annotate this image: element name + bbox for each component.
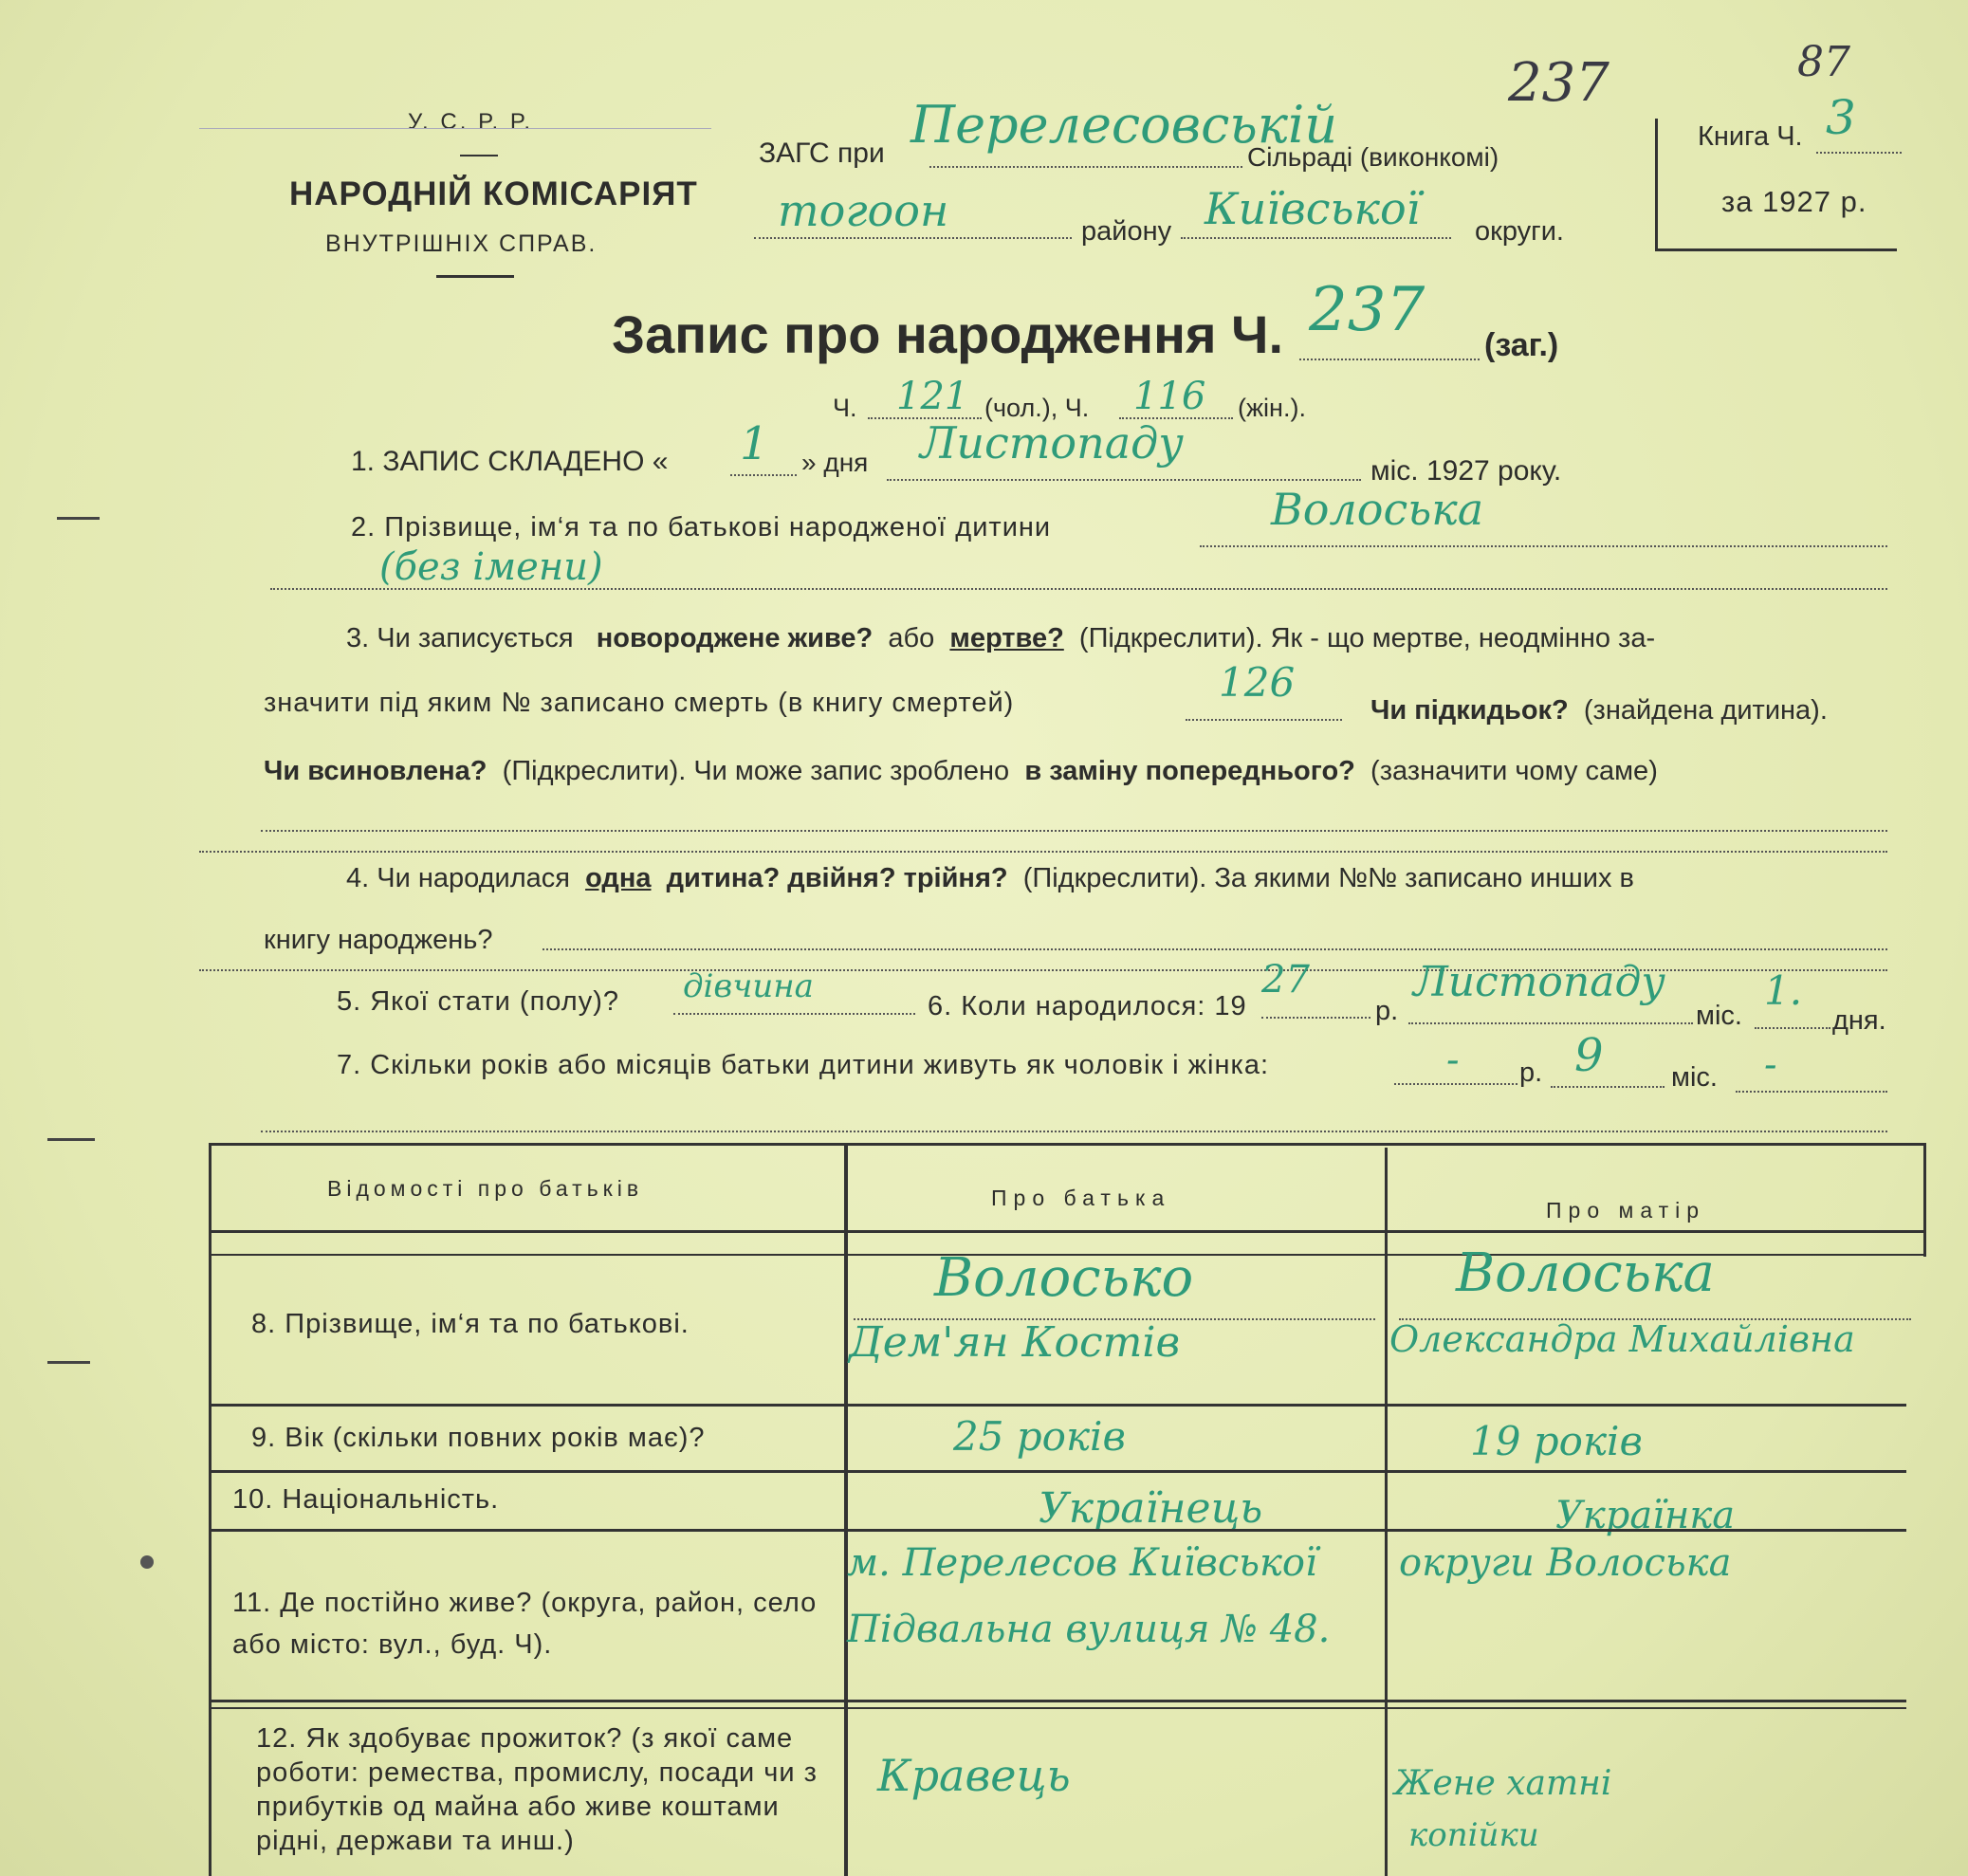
- sex-line: [673, 1013, 915, 1015]
- okruha-field-line: [1181, 237, 1451, 239]
- table-col-divider: [1385, 1148, 1388, 1876]
- birth-year-handwritten: 27: [1261, 958, 1310, 1002]
- record-suffix: (заг.): [1484, 327, 1559, 363]
- father-address-handwritten: м. Перелесов Київської: [847, 1541, 1317, 1585]
- item2-line2: [270, 588, 1887, 590]
- record-title: Запис про народження Ч.: [612, 304, 1284, 364]
- birth-month-handwritten: Листопаду: [1413, 958, 1665, 1006]
- father-occupation-handwritten: Кравець: [877, 1750, 1071, 1801]
- book-year: за 1927 р.: [1721, 185, 1867, 218]
- father-address-handwritten: Підвальна вулиця № 48.: [847, 1608, 1331, 1651]
- item3-line1: [346, 623, 1655, 654]
- row-divider: [209, 1707, 1906, 1709]
- table-col-divider: [844, 1143, 848, 1876]
- death-number-line: [1186, 719, 1342, 721]
- book-box-border: [1655, 248, 1897, 251]
- option-single: одна: [585, 863, 652, 893]
- binding-hole: [140, 1555, 154, 1569]
- father-surname-handwritten: Волосько: [934, 1247, 1194, 1309]
- row-divider: [209, 1529, 1906, 1532]
- item2-line: [1200, 545, 1887, 547]
- item3-line2b: [1370, 695, 1828, 726]
- corner-number-handwritten: 87: [1797, 38, 1850, 86]
- item4-text: 4. Чи народилася: [346, 863, 570, 893]
- book-field-line: [1816, 152, 1902, 154]
- item3-text6: (зазначити чому саме): [1370, 756, 1658, 786]
- item1-label: 1. ЗАПИС СКЛАДЕНО «: [351, 446, 669, 477]
- row-divider: [209, 1404, 1906, 1407]
- years-line: [1394, 1083, 1517, 1085]
- option-foundling: Чи підкидьок?: [1370, 695, 1569, 726]
- item7-line: [1736, 1091, 1887, 1093]
- item6-label: 6. Коли народилося: 19: [928, 991, 1247, 1021]
- commissariat-title: НАРОДНІЙ КОМІСАРІЯТ: [289, 175, 698, 212]
- table-top-border: [209, 1143, 1925, 1146]
- book-number-handwritten: 3: [1826, 90, 1856, 145]
- female-label: (жін.).: [1238, 394, 1306, 422]
- council-label: Сільраді (виконкомі): [1247, 142, 1499, 172]
- option-replacement: в заміну попереднього?: [1024, 756, 1355, 786]
- item3-text: 3. Чи записується: [346, 623, 574, 653]
- row9-label: 9. Вік (скільки повних років має)?: [251, 1423, 706, 1453]
- okruha-handwritten: Київської: [1205, 183, 1421, 234]
- dash-handwritten: -: [1764, 1043, 1777, 1087]
- ch-label: Ч.: [833, 394, 857, 422]
- female-count-handwritten: 116: [1133, 375, 1206, 418]
- item7-line2: [261, 1131, 1887, 1132]
- margin-mark: [47, 1138, 95, 1141]
- item3-text4: (знайдена дитина).: [1583, 695, 1828, 726]
- table-header-border: [209, 1230, 1925, 1233]
- rayon-field-line: [754, 237, 1072, 239]
- years-handwritten: -: [1446, 1039, 1460, 1082]
- mother-occupation-handwritten: Жене хатні: [1394, 1764, 1612, 1803]
- row10-label: 10. Національність.: [232, 1484, 500, 1515]
- header-father: Про батька: [991, 1186, 1171, 1210]
- record-number-handwritten: 237: [1309, 275, 1425, 345]
- table-right-border: [1923, 1143, 1926, 1257]
- table-left-border: [209, 1143, 212, 1876]
- header-rule: [199, 128, 711, 129]
- child-surname-handwritten: Волоська: [1271, 484, 1484, 535]
- okruha-label: округи.: [1475, 216, 1564, 247]
- months-mis: міс.: [1671, 1062, 1718, 1093]
- rayon-label: району: [1081, 216, 1172, 247]
- zags-handwritten: Перелесовській: [910, 95, 1338, 155]
- item5-label: 5. Якої стати (полу)?: [337, 986, 619, 1017]
- item7-label: 7. Скільки років або місяців батьки дитини живуть як чоловік і жінка:: [337, 1050, 1270, 1080]
- item4-text2: (Підкреслити). За якими №№ записано инших в: [1022, 863, 1634, 893]
- item1-day-line: [730, 474, 797, 476]
- item1-year-text: міс. 1927 року.: [1370, 455, 1562, 487]
- row11-label: 11. Де постійно живе? (округа, район, село або місто: вул., буд. Ч).: [232, 1588, 818, 1660]
- mother-name-handwritten: Олександра Михайлівна: [1389, 1318, 1855, 1360]
- item3-line3: [264, 756, 1658, 787]
- book-box-border: [1655, 119, 1658, 249]
- item1-day-handwritten: 1: [740, 417, 769, 470]
- item3-text5: (Підкреслити). Чи може запис зроблено: [502, 756, 1010, 786]
- record-number-line: [1299, 359, 1480, 360]
- margin-mark: [57, 517, 100, 520]
- option-dead: мертве?: [949, 623, 1064, 653]
- birth-year-line: [1261, 1017, 1370, 1019]
- mother-occupation-handwritten: копійки: [1408, 1816, 1539, 1854]
- divider: [460, 155, 498, 156]
- row-divider: [209, 1700, 1906, 1702]
- death-number-handwritten: 126: [1219, 659, 1296, 706]
- father-age-handwritten: 25 років: [953, 1413, 1126, 1460]
- child-name-handwritten: (без імени): [379, 545, 603, 589]
- birth-mis: міс.: [1696, 1001, 1742, 1031]
- years-r: р.: [1519, 1058, 1543, 1088]
- item1-month-line: [887, 479, 1361, 481]
- zags-field-line: [929, 166, 1242, 168]
- divider: [436, 275, 514, 278]
- item3-text3: значити під яким № записано смерть (в книгу смертей): [264, 688, 1015, 718]
- father-name-handwritten: Дем'ян Костів: [849, 1318, 1181, 1367]
- header-parents-info: Відомості про батьків: [327, 1176, 644, 1201]
- birth-day-line: [1755, 1027, 1830, 1029]
- option-multiple: дитина? двійня? трійня?: [666, 863, 1008, 893]
- item3-or: або: [888, 623, 935, 653]
- option-live: новороджене живе?: [596, 623, 874, 653]
- item4-line1: [346, 863, 1634, 894]
- months-line: [1551, 1086, 1665, 1088]
- corner-number-handwritten: 237: [1508, 52, 1609, 114]
- mother-address-handwritten: округи Волоська: [1399, 1541, 1732, 1585]
- option-adopted: Чи всиновлена?: [264, 756, 487, 786]
- mother-nationality-handwritten: Українка: [1555, 1494, 1736, 1537]
- birth-day-handwritten: 1.: [1764, 967, 1803, 1014]
- book-label: Книга Ч.: [1698, 121, 1803, 152]
- mother-surname-handwritten: Волоська: [1456, 1242, 1715, 1304]
- item1-month-handwritten: Листопаду: [920, 417, 1184, 469]
- item1-day-text: » дня: [801, 448, 869, 477]
- birth-dnya: дня.: [1832, 1005, 1886, 1036]
- row8-label: 8. Прізвище, ім‘я та по батькові.: [251, 1309, 690, 1339]
- item4-line2: книгу народжень?: [264, 925, 493, 955]
- birth-month-line: [1408, 1022, 1693, 1024]
- male-count-handwritten: 121: [896, 375, 969, 418]
- sex-handwritten: дівчина: [683, 967, 814, 1005]
- item2-label: 2. Прізвище, ім‘я та по батькові народженої дитини: [351, 512, 1052, 543]
- header-mother: Про матір: [1546, 1198, 1706, 1223]
- zags-label: ЗАГС при: [759, 138, 885, 169]
- father-nationality-handwritten: Українець: [1039, 1484, 1263, 1533]
- male-label: (чол.), Ч.: [984, 394, 1090, 422]
- item3-line: [199, 851, 1887, 853]
- ussr-label: У. С. Р. Р.: [408, 109, 534, 135]
- margin-mark: [47, 1361, 90, 1364]
- row12-label: 12. Як здобуває прожиток? (з якої саме роботи: ремества, промислу, посади чи з прибутків од майна або живе коштами рідні, держави та инш.): [256, 1723, 818, 1856]
- mother-age-handwritten: 19 років: [1470, 1418, 1643, 1464]
- row-divider: [209, 1470, 1906, 1473]
- item4-line: [543, 948, 1887, 950]
- birth-r: р.: [1375, 996, 1399, 1026]
- item3-line2: [264, 688, 1014, 719]
- line2-handwritten: тогоон: [778, 185, 949, 236]
- item3-text2: (Підкреслити). Як - що мертве, неодмінно за-: [1078, 623, 1656, 653]
- internal-affairs-label: ВНУТРІШНІХ СПРАВ.: [325, 230, 598, 257]
- item3-line: [261, 830, 1887, 832]
- months-handwritten: 9: [1574, 1029, 1604, 1082]
